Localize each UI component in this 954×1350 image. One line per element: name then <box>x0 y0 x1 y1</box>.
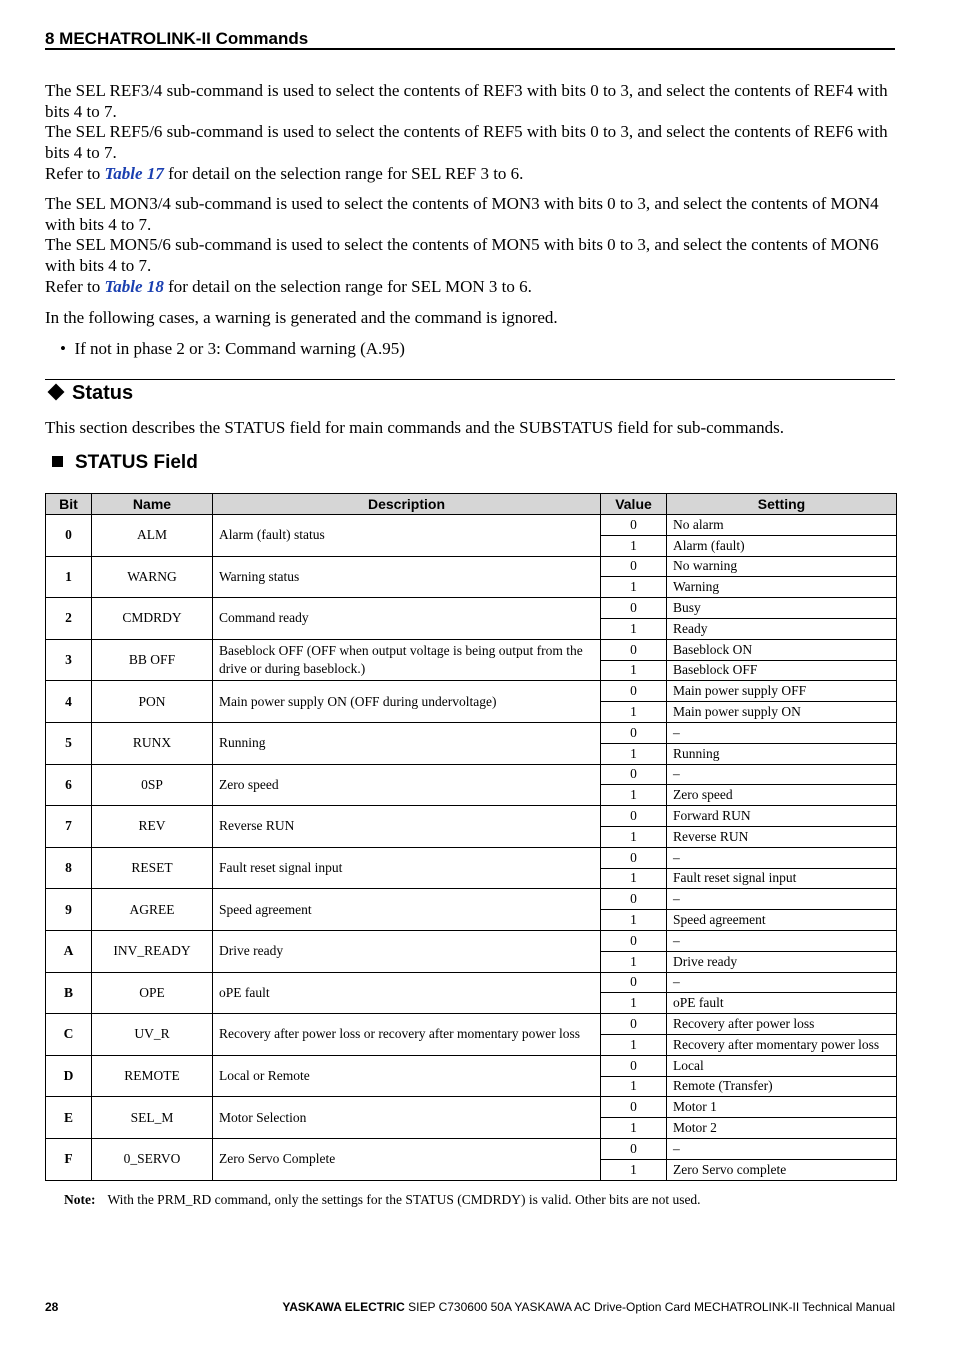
description-cell: Baseblock OFF (OFF when output voltage is being output from the drive or during baseblock.) <box>213 639 601 681</box>
value-cell: 1 <box>601 535 667 556</box>
status-field-table <box>45 493 897 1181</box>
note-label: Note: <box>64 1192 96 1207</box>
setting-cell: Recovery after momentary power loss <box>667 1034 897 1055</box>
name-cell: BB OFF <box>92 639 213 681</box>
value-cell: 1 <box>601 702 667 723</box>
value-cell: 1 <box>601 826 667 847</box>
value-cell: 1 <box>601 1118 667 1139</box>
value-cell: 0 <box>601 598 667 619</box>
bit-cell: 6 <box>46 764 92 806</box>
name-cell: SEL_M <box>92 1097 213 1139</box>
description-cell: Zero Servo Complete <box>213 1138 601 1180</box>
name-cell: ALM <box>92 515 213 557</box>
value-cell: 1 <box>601 660 667 681</box>
description-cell: Speed agreement <box>213 889 601 931</box>
value-cell: 0 <box>601 1055 667 1076</box>
name-cell: WARNG <box>92 556 213 598</box>
sel-mon-paragraph <box>45 194 895 298</box>
name-cell: 0SP <box>92 764 213 806</box>
table-row <box>46 515 897 536</box>
name-cell: INV_READY <box>92 930 213 972</box>
setting-cell: – <box>667 847 897 868</box>
header-setting: Setting <box>667 494 897 515</box>
bit-cell: 4 <box>46 681 92 723</box>
description-cell: Command ready <box>213 598 601 640</box>
warning-paragraph: In the following cases, a warning is generated and the command is ignored. <box>45 308 558 327</box>
table-row <box>46 639 897 660</box>
value-cell: 0 <box>601 639 667 660</box>
table-header-row <box>46 494 897 515</box>
bullet-item: • If not in phase 2 or 3: Command warning (A.95) <box>60 339 405 358</box>
bit-cell: 2 <box>46 598 92 640</box>
table-row <box>46 930 897 951</box>
setting-cell: Ready <box>667 618 897 639</box>
bit-cell: B <box>46 972 92 1014</box>
bit-cell: 8 <box>46 847 92 889</box>
name-cell: RUNX <box>92 722 213 764</box>
name-cell: 0_SERVO <box>92 1138 213 1180</box>
name-cell: REV <box>92 806 213 848</box>
name-cell: RESET <box>92 847 213 889</box>
setting-cell: Main power supply OFF <box>667 681 897 702</box>
refer-table17-text <box>45 164 895 185</box>
bit-cell: D <box>46 1055 92 1097</box>
value-cell: 1 <box>601 577 667 598</box>
table-row <box>46 722 897 743</box>
status-description: This section describes the STATUS field for main commands and the SUBSTATUS field for sub-commands. <box>45 418 785 437</box>
bit-cell: 0 <box>46 515 92 557</box>
description-cell: Motor Selection <box>213 1097 601 1139</box>
setting-cell: – <box>667 889 897 910</box>
setting-cell: Fault reset signal input <box>667 868 897 889</box>
name-cell: AGREE <box>92 889 213 931</box>
status-field-heading <box>52 452 198 474</box>
value-cell: 0 <box>601 681 667 702</box>
setting-cell: Zero Servo complete <box>667 1159 897 1180</box>
bit-cell: 1 <box>46 556 92 598</box>
table-row <box>46 764 897 785</box>
setting-cell: – <box>667 1138 897 1159</box>
footer-brand: YASKAWA ELECTRIC <box>282 1300 405 1314</box>
table-note <box>64 1192 701 1208</box>
bit-cell: A <box>46 930 92 972</box>
sel-mon34-text: The SEL MON3/4 sub-command is used to select the contents of MON3 with bits 0 to 3, and select the contents of MON4 with bits 4 to 7. <box>45 194 879 234</box>
value-cell: 1 <box>601 618 667 639</box>
setting-cell: Local <box>667 1055 897 1076</box>
setting-cell: – <box>667 930 897 951</box>
name-cell: PON <box>92 681 213 723</box>
bit-cell: 3 <box>46 639 92 681</box>
setting-cell: – <box>667 764 897 785</box>
setting-cell: – <box>667 972 897 993</box>
value-cell: 0 <box>601 972 667 993</box>
value-cell: 0 <box>601 1014 667 1035</box>
setting-cell: Running <box>667 743 897 764</box>
value-cell: 1 <box>601 993 667 1014</box>
name-cell: CMDRDY <box>92 598 213 640</box>
bit-cell: 5 <box>46 722 92 764</box>
footer-document <box>282 1300 895 1314</box>
value-cell: 1 <box>601 910 667 931</box>
sel-ref-paragraph <box>45 81 895 185</box>
refer-suffix: for detail on the selection range for SEL REF 3 to 6. <box>163 163 524 183</box>
value-cell: 0 <box>601 1138 667 1159</box>
sel-mon56-text: The SEL MON5/6 sub-command is used to select the contents of MON5 with bits 0 to 3, and select the contents of MON6 with bits 4 to 7. <box>45 235 879 276</box>
refer-table18-text <box>45 277 895 298</box>
setting-cell: – <box>667 722 897 743</box>
footer-doc-title: SIEP C730600 50A YASKAWA AC Drive-Option Card MECHATROLINK-II Technical Manual <box>404 1300 895 1314</box>
bit-cell: 9 <box>46 889 92 931</box>
value-cell: 0 <box>601 889 667 910</box>
table-17-link[interactable]: Table 17 <box>104 163 164 183</box>
setting-cell: Motor 2 <box>667 1118 897 1139</box>
description-cell: Fault reset signal input <box>213 847 601 889</box>
setting-cell: Zero speed <box>667 785 897 806</box>
header-value: Value <box>601 494 667 515</box>
sel-ref56-text: The SEL REF5/6 sub-command is used to select the contents of REF5 with bits 0 to 3, and select the contents of REF6 with bits 4 to 7. <box>45 122 888 163</box>
status-field-heading-text: STATUS Field <box>75 452 198 473</box>
value-cell: 1 <box>601 1034 667 1055</box>
value-cell: 1 <box>601 785 667 806</box>
table-row <box>46 972 897 993</box>
bit-cell: 7 <box>46 806 92 848</box>
setting-cell: No alarm <box>667 515 897 536</box>
value-cell: 0 <box>601 847 667 868</box>
description-cell: oPE fault <box>213 972 601 1014</box>
value-cell: 0 <box>601 1097 667 1118</box>
note-text: With the PRM_RD command, only the settings for the STATUS (CMDRDY) is valid. Other bits are not used. <box>107 1192 701 1207</box>
table-row <box>46 1097 897 1118</box>
description-cell: Main power supply ON (OFF during undervoltage) <box>213 681 601 723</box>
value-cell: 1 <box>601 868 667 889</box>
table-row <box>46 1138 897 1159</box>
setting-cell: Remote (Transfer) <box>667 1076 897 1097</box>
value-cell: 0 <box>601 515 667 536</box>
table-row <box>46 556 897 577</box>
name-cell: REMOTE <box>92 1055 213 1097</box>
header-rule <box>45 48 895 50</box>
square-bullet-icon <box>52 456 63 467</box>
description-cell: Alarm (fault) status <box>213 515 601 557</box>
value-cell: 1 <box>601 743 667 764</box>
description-cell: Reverse RUN <box>213 806 601 848</box>
setting-cell: Reverse RUN <box>667 826 897 847</box>
refer-suffix: for detail on the selection range for SEL MON 3 to 6. <box>163 276 532 296</box>
setting-cell: No warning <box>667 556 897 577</box>
value-cell: 0 <box>601 806 667 827</box>
header-name: Name <box>92 494 213 515</box>
setting-cell: Alarm (fault) <box>667 535 897 556</box>
setting-cell: Motor 1 <box>667 1097 897 1118</box>
table-row <box>46 889 897 910</box>
setting-cell: Baseblock ON <box>667 639 897 660</box>
value-cell: 0 <box>601 764 667 785</box>
refer-prefix: Refer to <box>45 276 105 296</box>
setting-cell: Drive ready <box>667 951 897 972</box>
value-cell: 1 <box>601 1159 667 1180</box>
setting-cell: Forward RUN <box>667 806 897 827</box>
page-number: 28 <box>45 1300 59 1314</box>
setting-cell: oPE fault <box>667 993 897 1014</box>
bit-cell: E <box>46 1097 92 1139</box>
description-cell: Drive ready <box>213 930 601 972</box>
description-cell: Recovery after power loss or recovery after momentary power loss <box>213 1014 601 1056</box>
value-cell: 0 <box>601 722 667 743</box>
bit-cell: F <box>46 1138 92 1180</box>
value-cell: 1 <box>601 951 667 972</box>
setting-cell: Speed agreement <box>667 910 897 931</box>
status-heading-text: Status <box>72 382 134 404</box>
bullet-text: If not in phase 2 or 3: Command warning (A.95) <box>74 339 405 358</box>
description-cell: Warning status <box>213 556 601 598</box>
section-rule <box>45 379 895 380</box>
table-row <box>46 806 897 827</box>
status-heading <box>50 382 133 405</box>
description-cell: Zero speed <box>213 764 601 806</box>
setting-cell: Main power supply ON <box>667 702 897 723</box>
bit-cell: C <box>46 1014 92 1056</box>
header-description: Description <box>213 494 601 515</box>
sel-ref34-text: The SEL REF3/4 sub-command is used to select the contents of REF3 with bits 0 to 3, and select the contents of REF4 with bits 4 to 7. <box>45 81 888 121</box>
value-cell: 1 <box>601 1076 667 1097</box>
setting-cell: Warning <box>667 577 897 598</box>
table-row <box>46 1014 897 1035</box>
setting-cell: Baseblock OFF <box>667 660 897 681</box>
table-row <box>46 1055 897 1076</box>
name-cell: UV_R <box>92 1014 213 1056</box>
table-row <box>46 847 897 868</box>
table-row <box>46 598 897 619</box>
header-bit: Bit <box>46 494 92 515</box>
name-cell: OPE <box>92 972 213 1014</box>
setting-cell: Busy <box>667 598 897 619</box>
diamond-icon <box>48 384 65 401</box>
table-18-link[interactable]: Table 18 <box>104 276 164 296</box>
table-row <box>46 681 897 702</box>
description-cell: Running <box>213 722 601 764</box>
setting-cell: Recovery after power loss <box>667 1014 897 1035</box>
description-cell: Local or Remote <box>213 1055 601 1097</box>
value-cell: 0 <box>601 556 667 577</box>
refer-prefix: Refer to <box>45 163 105 183</box>
section-header-title: 8 MECHATROLINK-II Commands <box>45 29 309 48</box>
value-cell: 0 <box>601 930 667 951</box>
